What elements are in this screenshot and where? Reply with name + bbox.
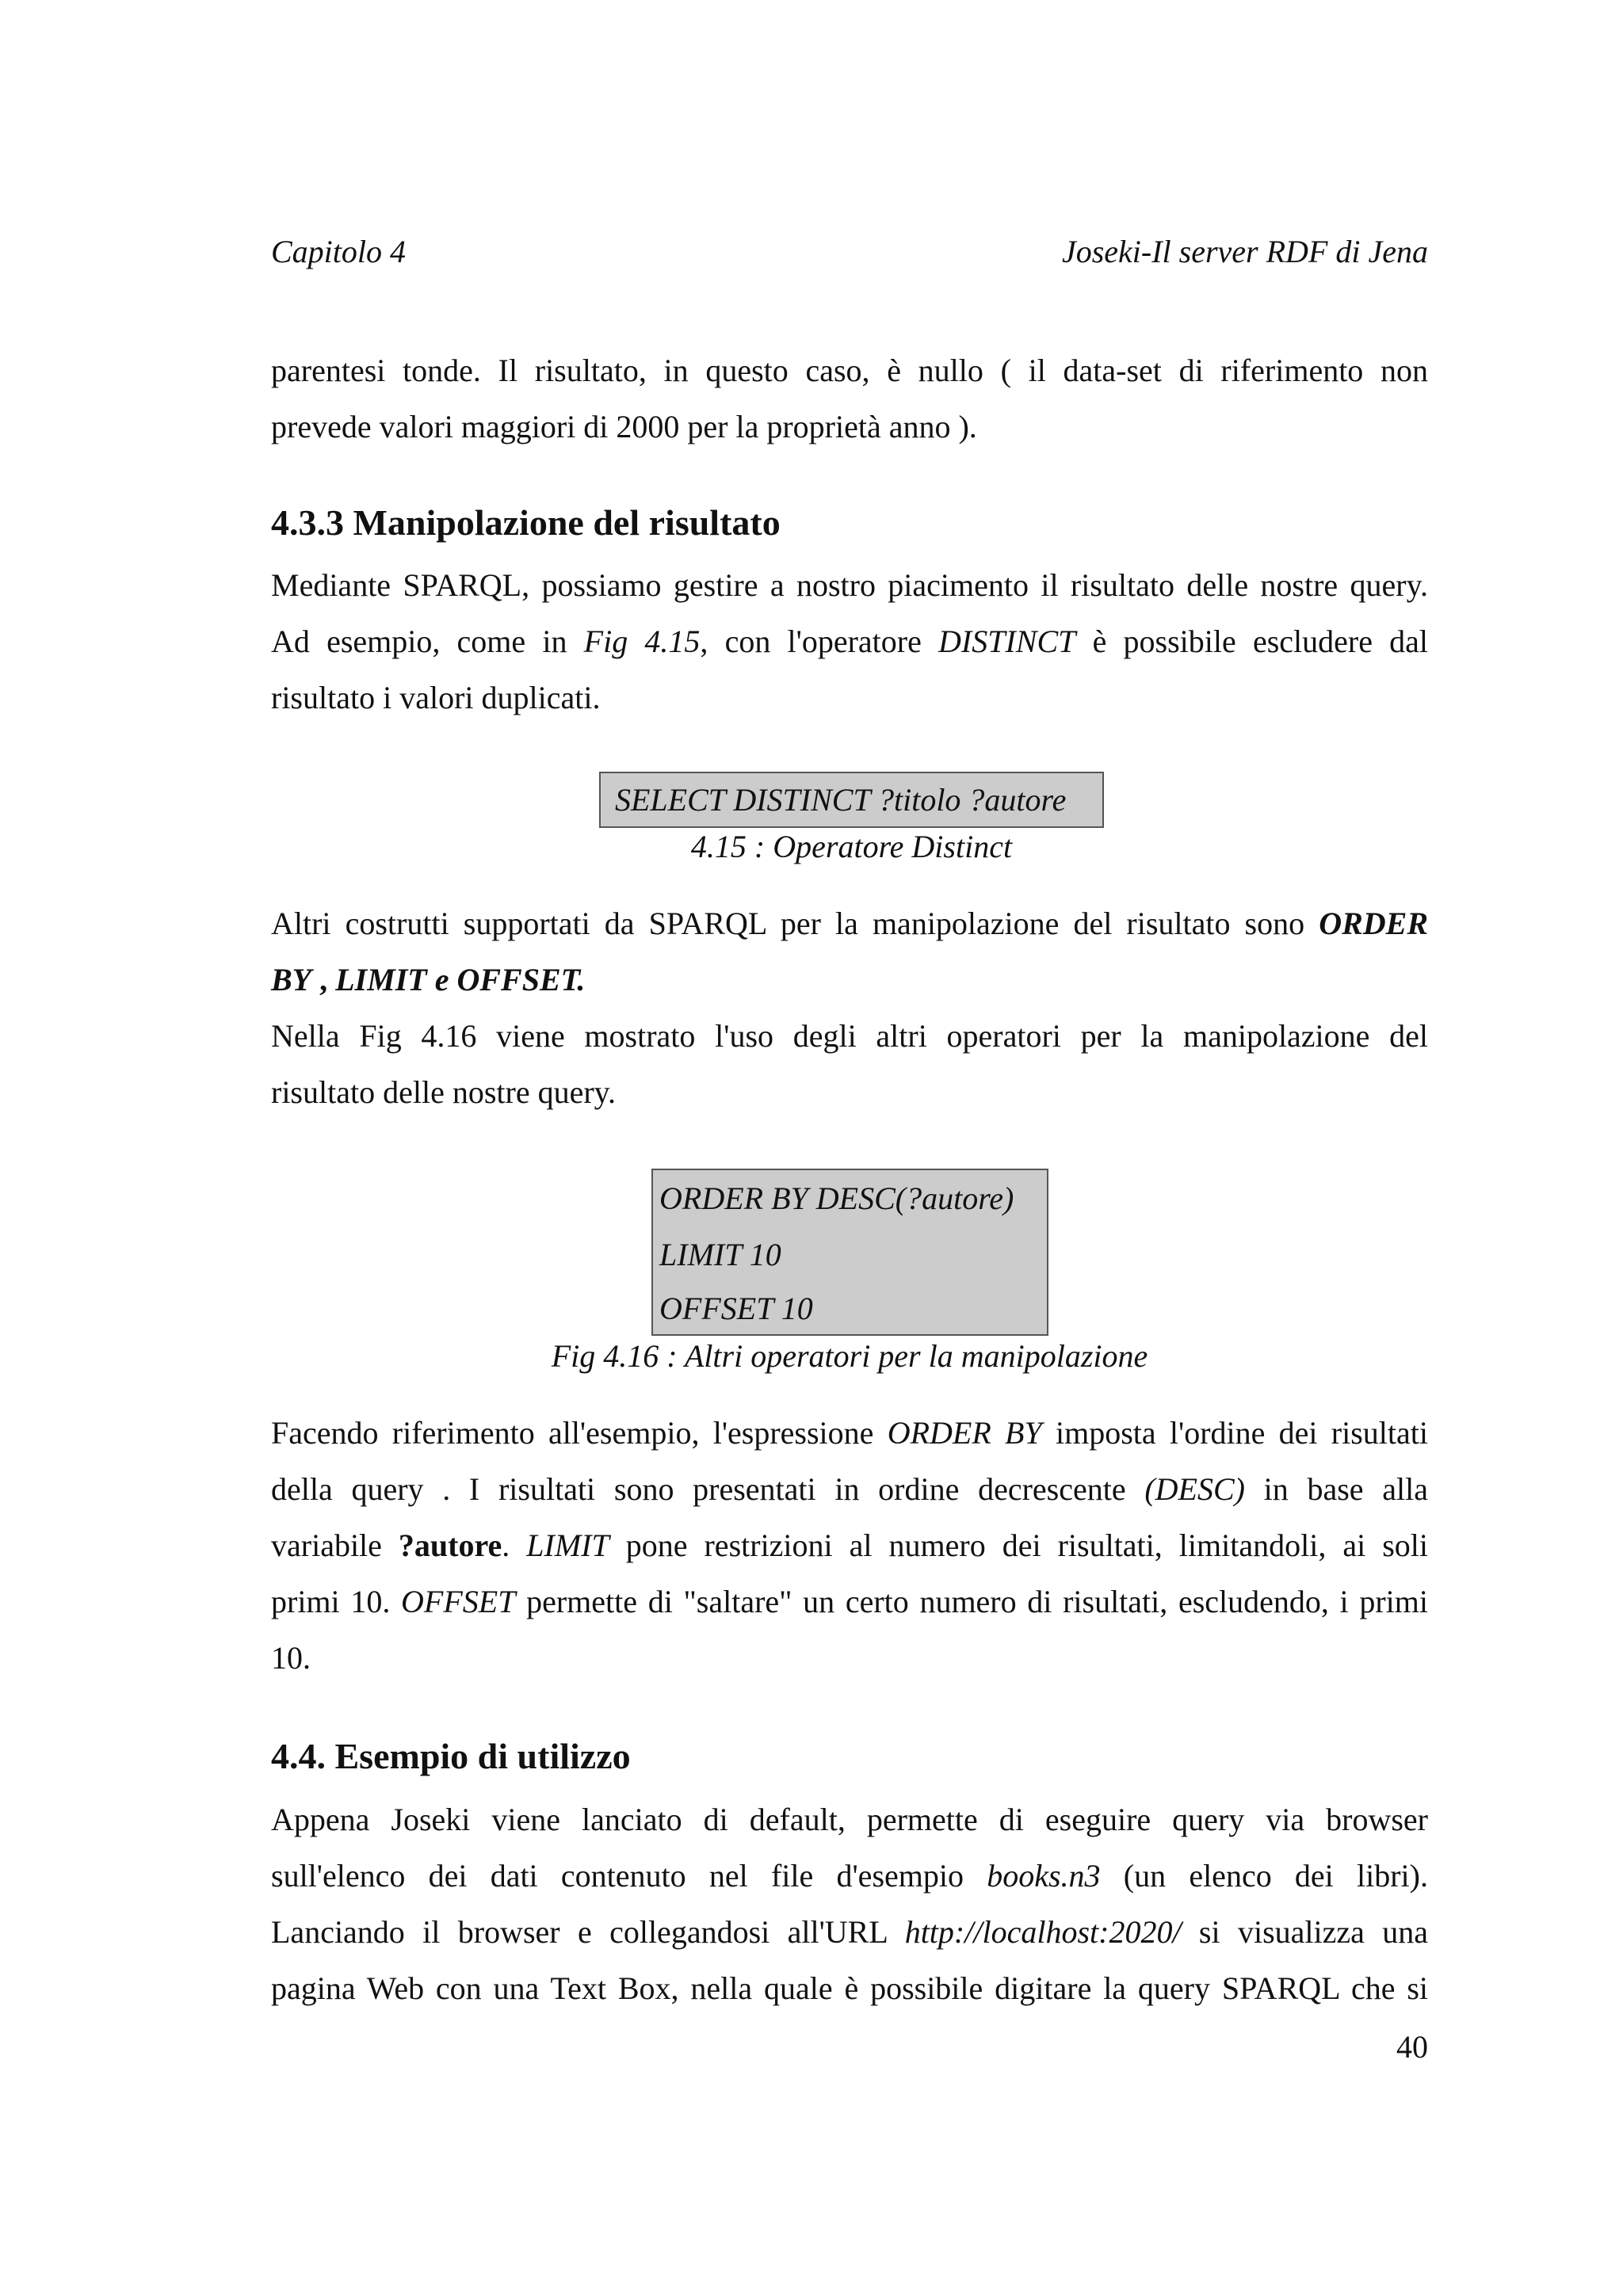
text-line: variabile ?autore. LIMIT pone restrizioni al numero dei risultati, limitandoli, ai soli (271, 1527, 1428, 1563)
running-header-title: Joseki-Il server RDF di Jena (1061, 234, 1428, 269)
file-name: books.n3 (987, 1858, 1101, 1894)
text-line: 10. (271, 1640, 311, 1676)
paragraph-distinct-intro (271, 557, 1428, 726)
variable-name: ?autore (398, 1527, 502, 1563)
operator-name: ORDER BY (887, 1415, 1042, 1451)
url-text: http://localhost:2020/ (904, 1914, 1182, 1950)
section-heading-4-4: 4.4. Esempio di utilizzo (271, 1736, 631, 1776)
text-line: Mediante SPARQL, possiamo gestire a nostro piacimento il risultato delle nostre query. (271, 567, 1428, 603)
code-line: OFFSET 10 (659, 1291, 813, 1326)
text-line: Ad esempio, come in Fig 4.15, con l'operatore DISTINCT è possibile escludere dal (271, 624, 1429, 659)
text-line: parentesi tonde. Il risultato, in questo caso, è nullo ( il data-set di riferimento non (271, 353, 1428, 388)
paragraph-order-explanation (271, 1405, 1428, 1686)
text-line: BY , LIMIT e OFFSET. (271, 962, 586, 997)
running-header-chapter: Capitolo 4 (271, 234, 407, 269)
paragraph-usage-example (271, 1791, 1428, 2016)
text-line: pagina Web con una Text Box, nella quale è possibile digitare la query SPARQL che si (271, 1970, 1428, 2006)
text-line: primi 10. OFFSET permette di "saltare" un certo numero di risultati, escludendo, i primi (271, 1584, 1428, 1619)
text-line: della query . I risultati sono presentati in ordine decrescente (DESC) in base alla (271, 1471, 1429, 1507)
figure-caption-4-16: Fig 4.16 : Altri operatori per la manipolazione (551, 1338, 1148, 1374)
figure-caption-4-15: 4.15 : Operatore Distinct (690, 829, 1013, 864)
operator-name: ORDER (1319, 906, 1428, 941)
text-line: Nella Fig 4.16 viene mostrato l'uso degli altri operatori per la manipolazione del (271, 1018, 1428, 1054)
text-line: prevede valori maggiori di 2000 per la proprietà anno ). (271, 409, 977, 444)
text-line: sull'elenco dei dati contenuto nel file d'esempio books.n3 (un elenco dei libri). (271, 1858, 1428, 1894)
operator-names: LIMIT e OFFSET. (335, 962, 586, 997)
code-box-order-limit-offset (651, 1169, 1048, 1336)
text-line: Facendo riferimento all'esempio, l'espressione ORDER BY imposta l'ordine dei risultati (271, 1415, 1428, 1451)
text-line: risultato i valori duplicati. (271, 680, 601, 715)
operator-name: (DESC) (1144, 1471, 1245, 1507)
operator-name: OFFSET (401, 1584, 516, 1619)
text-line: risultato delle nostre query. (271, 1074, 617, 1110)
intro-paragraph (271, 342, 1428, 455)
text-line: Lanciando il browser e collegandosi all'URL http://localhost:2020/ si visualizza una (271, 1914, 1429, 1950)
code-line: SELECT DISTINCT ?titolo ?autore (615, 782, 1067, 818)
code-line: LIMIT 10 (659, 1237, 781, 1272)
code-box-distinct (599, 772, 1104, 828)
paragraph-other-constructs (271, 895, 1428, 1120)
section-heading-4-3-3: 4.3.3 Manipolazione del risultato (271, 502, 781, 543)
figure-reference: Fig 4.15 (583, 624, 701, 659)
operator-name: LIMIT (526, 1527, 609, 1563)
page-number: 40 (1396, 2029, 1428, 2065)
code-line: ORDER BY DESC(?autore) (659, 1180, 1014, 1216)
text-line: Altri costrutti supportati da SPARQL per la manipolazione del risultato sono ORDER (271, 906, 1428, 941)
text-line: Appena Joseki viene lanciato di default, permette di eseguire query via browser (271, 1802, 1428, 1837)
operator-name: DISTINCT (938, 624, 1076, 659)
